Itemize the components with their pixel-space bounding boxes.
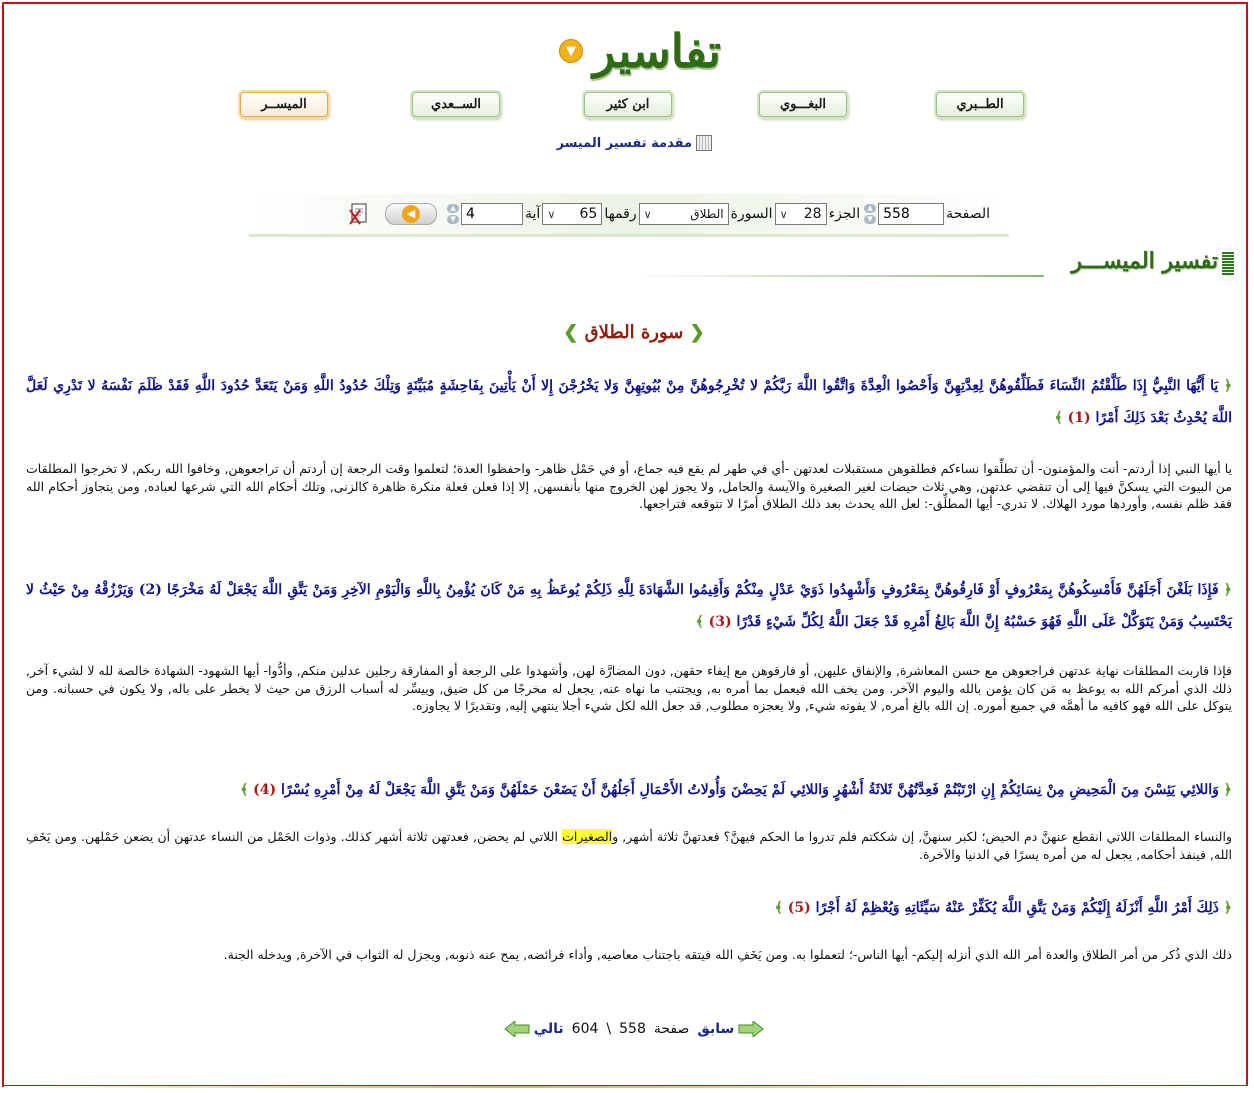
page-label: الصفحة <box>946 206 990 222</box>
page-word: صفحة <box>653 1021 690 1037</box>
surah-number-select[interactable] <box>542 203 602 225</box>
verse-4 <box>26 774 1232 806</box>
previous-page-button[interactable] <box>697 1021 764 1037</box>
verse-number: (1) <box>1067 410 1091 426</box>
intro-link-label: مقدمة تفسير الميسر <box>556 135 692 151</box>
arrow-left-icon <box>504 1021 530 1037</box>
tafsir-button-label: ابن كثير <box>606 97 650 112</box>
verse-text: وَاللائِي يَئِسْنَ مِنَ الْمَحِيضِ مِنْ نِسَائِكُمْ إِنِ ارْتَبْتُمْ فَعِدَّتُهُنَّ ثَلاثَةُ أَشْهُرٍ وَاللائِي لَمْ يَحِضْنَ وَأُولاتُ الأَحْمَالِ أَجَلُهُنَّ أَنْ يَضَعْنَ حَمْلَهُنَّ وَمَنْ يَتَّقِ اللَّهَ يَجْعَلْ لَهُ مِنْ أَمْرِهِ يُسْرًا <box>281 782 1219 798</box>
surah-value: الطلاق <box>690 207 724 221</box>
tafsir-button-label: الســعدي <box>430 97 482 112</box>
verse-close-ornament-icon: ﴾ <box>774 900 783 916</box>
tafsir-button-label: البغـــوي <box>779 97 827 112</box>
surah-label: السورة <box>730 206 773 222</box>
verse-close-ornament-icon: ﴾ <box>695 614 704 630</box>
tafsir-button-muyassar[interactable] <box>240 92 328 117</box>
down-arrow-circle-icon: ▼ <box>559 39 583 63</box>
section-title: تفسير الميســـر <box>1071 248 1218 274</box>
section-underline <box>634 275 1044 277</box>
tafsir-button-label: الطــبري <box>956 97 1004 112</box>
page-frame <box>2 2 1248 1087</box>
chevron-down-icon: ∨ <box>643 207 652 221</box>
chevron-down-icon: ∨ <box>547 207 556 221</box>
surah-title <box>544 322 724 354</box>
previous-page-label: سابق <box>697 1021 735 1037</box>
page-separator: \ <box>606 1021 612 1037</box>
section-marker-icon <box>1222 252 1234 276</box>
verse-text: ذَلِكَ أَمْرُ اللَّهِ أَنْزَلَهُ إِلَيْكُمْ وَمَنْ يَتَّقِ اللَّهَ يُكَفِّرْ عَنْهُ سَيِّئَاتِهِ وَيُعْظِمْ لَهُ أَجْرًا <box>815 900 1219 916</box>
ayah-label: آية <box>525 206 541 222</box>
tafsir-button-saadi[interactable] <box>412 92 500 117</box>
page-input[interactable] <box>878 203 944 225</box>
juz-value: 28 <box>803 206 822 222</box>
search-highlight: الصغيرات <box>562 829 613 844</box>
chevron-down-icon: ∨ <box>779 207 788 221</box>
verse-1 <box>26 370 1232 434</box>
verse-open-ornament-icon: ﴿ <box>1223 782 1232 798</box>
spinner-up-icon[interactable]: ▲ <box>864 204 876 213</box>
tafsir-text: والنساء المطلقات اللاتي انقطع عنهنَّ دم الحيض؛ لكبر سنهنَّ, إن شككتم فلم تدروا ما الحكم فيهنَّ؟ فعدتهنَّ ثلاثة أشهر, و <box>612 829 1232 844</box>
pagination <box>474 1014 794 1044</box>
ornament-close-icon: ❯ <box>563 322 579 343</box>
print-icon[interactable] <box>349 202 371 226</box>
verse-5 <box>26 892 1232 924</box>
ornament-open-icon: ❮ <box>689 322 705 343</box>
book-icon <box>696 135 712 151</box>
navigation-controls <box>274 201 992 227</box>
surah-number-value: 65 <box>579 206 598 222</box>
surah-select[interactable] <box>639 203 729 225</box>
verse-close-ornament-icon: ﴾ <box>1054 410 1063 426</box>
surah-title-text: سورة الطلاق <box>584 322 684 343</box>
tafsir-text: اللاتي لم يحضن, فعدتهن ثلاثة أشهر كذلك. وذوات الحَمْل من النساء عدتهن أن يضعن حَمْلهن. ومن يَخَفِ الله, فينفذ أحكامه, يجعل له من أمره يسرًا في الدنيا والآخرة. <box>26 829 1232 862</box>
total-pages: 604 <box>571 1021 599 1037</box>
tafsir-button-ibn-kathir[interactable] <box>584 92 672 117</box>
ayah-input[interactable] <box>461 203 523 225</box>
bottom-divider <box>4 1086 1250 1088</box>
tafsir-paragraph-1: يا أيها النبي إذا أردتم- أنت والمؤمنون- أن تطلِّقوا نساءكم فطلقوهن مستقبلات لعدتهن -أي في طهر لم يقع فيه جماع، أو في حَمْل ظاهر- واحفظوا العدة؛ لتعلموا وقت الرجعة إن أردتم أن تراجعوهن, وخافوا الله ربكم, لا تخرجوا المطلقات من البيوت التي يسكنَّ فيها إلى أن تنقضي عدتهن, وهي ثلاث حيضات لغير الصغيرة والآيسة والحامل, ولا يجوز لهن الخروج منها بأنفسهن, إلا إذا فعلن فعلة منكرة ظاهرة كالزنى, وتلك أحكام الله التي شرعها لعباده, ومن يتجاوز أحكام الله فقد ظلم نفسه, وأوردها مورد الهلاك. لا تدري- أيها المطلِّق-: لعل الله يحدث بعد ذلك الطلاق أمرًا لا تتوقعه فتراجعها. <box>26 461 1232 511</box>
current-page: 558 <box>619 1021 646 1037</box>
juz-label: الجزء <box>828 206 861 222</box>
verse-number: (4) <box>253 782 277 798</box>
verse-2-3 <box>26 574 1232 638</box>
next-page-button[interactable] <box>504 1021 564 1037</box>
next-page-label: تالي <box>533 1021 564 1037</box>
verse-number: (3) <box>708 614 732 630</box>
go-button[interactable] <box>385 203 437 225</box>
tafsir-button-label: الميســر <box>261 97 307 112</box>
verse-number: (5) <box>787 900 811 916</box>
go-button-icon: ◀ <box>402 205 420 223</box>
logo-text: تفاسير <box>593 24 721 78</box>
tafsir-paragraph-4: ذلك الذي ذُكر من أمر الطلاق والعدة أمر الله الذي أنزله إليكم- أيها الناس-؛ لتعملوا به. ومن يَخَفِ الله فيتقه باجتناب معاصيه, وأداء فرائضه, يمح عنه ذنوبه, ويجزل له الثواب في الآخرة, ويدخله الجنة. <box>223 947 1232 962</box>
tafsir-button-tabari[interactable] <box>936 92 1024 117</box>
surah-number-label: رقمها <box>604 206 637 222</box>
verse-close-ornament-icon: ﴾ <box>240 782 249 798</box>
verse-open-ornament-icon: ﴿ <box>1223 582 1232 598</box>
tafsir-paragraph-2: فإذا قاربت المطلقات نهاية عدتهن فراجعوهن مع حسن المعاشرة, والإنفاق عليهن, أو فارقوهن مع إيفاء حقهن, دون المضارَّة لهن, وأشهدوا على الرجعة أو المفارقة رجلين عدلين منكم, وأدُّوا- أيها الشهود- الشهادة خالصة لله لا لشيء آخر, ذلك الذي أمركم الله به يوعظ به مَن كان يؤمن بالله واليوم الآخر. ومن يخف الله فيعمل بما أمره به, ويجتنب ما نهاه عنه, يجعل له مخرجًا من كل ضيق, وييسِّر له أسباب الرزق من حيث لا يخطر على باله, ولا يكون في حسبانه. ومن يتوكل على الله فهو كافيه ما أهمَّه في جميع أموره. إن الله بالغ أمره, لا يفوته شيء, ولا يعجزه مطلوب, قد جعل الله لكل شيء أجلا ينتهي إليه, وتقديرًا لا يجاوزه. <box>26 663 1232 713</box>
page-spinner[interactable] <box>864 203 876 225</box>
ayah-spinner[interactable] <box>447 203 459 225</box>
spinner-down-icon[interactable]: ▼ <box>447 215 459 224</box>
juz-select[interactable] <box>775 203 827 225</box>
spinner-up-icon[interactable]: ▲ <box>447 204 459 213</box>
tafsir-button-baghawi[interactable] <box>759 92 847 117</box>
site-logo[interactable] <box>559 20 721 82</box>
spinner-down-icon[interactable]: ▼ <box>864 215 876 224</box>
verse-open-ornament-icon: ﴿ <box>1223 900 1232 916</box>
verse-text: فَإِذَا بَلَغْنَ أَجَلَهُنَّ فَأَمْسِكُوهُنَّ بِمَعْرُوفٍ أَوْ فَارِقُوهُنَّ بِمَعْرُوفٍ وَأَشْهِدُوا ذَوَيْ عَدْلٍ مِنْكُمْ وَأَقِيمُوا الشَّهَادَةَ لِلَّهِ ذَلِكُمْ يُوعَظُ بِهِ مَنْ كَانَ يُؤْمِنُ بِاللَّهِ وَالْيَوْمِ الآخِرِ وَمَنْ يَتَّقِ اللَّهَ يَجْعَلْ لَهُ مَخْرَجًا (2) وَيَرْزُقْهُ مِنْ حَيْثُ لا يَحْتَسِبُ وَمَنْ يَتَوَكَّلْ عَلَى اللَّهِ فَهُوَ حَسْبُهُ إِنَّ اللَّهَ بَالِغُ أَمْرِهِ قَدْ جَعَلَ اللَّهُ لِكُلِّ شَيْءٍ قَدْرًا <box>26 582 1232 630</box>
verse-open-ornament-icon: ﴿ <box>1223 378 1233 394</box>
verse-text: يَا أَيُّهَا النَّبِيُّ إِذَا طَلَّقْتُمُ النِّسَاءَ فَطَلِّقُوهُنَّ لِعِدَّتِهِنَّ وَأَحْصُوا الْعِدَّةَ وَاتَّقُوا اللَّهَ رَبَّكُمْ لا تُخْرِجُوهُنَّ مِنْ بُيُوتِهِنَّ وَلا يَخْرُجْنَ إِلا أَنْ يَأْتِينَ بِفَاحِشَةٍ مُبَيِّنَةٍ وَتِلْكَ حُدُودُ اللَّهِ وَمَنْ يَتَعَدَّ حُدُودَ اللَّهِ فَقَدْ ظَلَمَ نَفْسَهُ لا تَدْرِي لَعَلَّ اللَّهَ يُحْدِثُ بَعْدَ ذَلِكَ أَمْرًا <box>26 378 1232 426</box>
muyassar-intro-link[interactable] <box>552 132 712 154</box>
tafsir-paragraph-3 <box>26 828 1232 863</box>
arrow-right-icon <box>738 1021 764 1037</box>
